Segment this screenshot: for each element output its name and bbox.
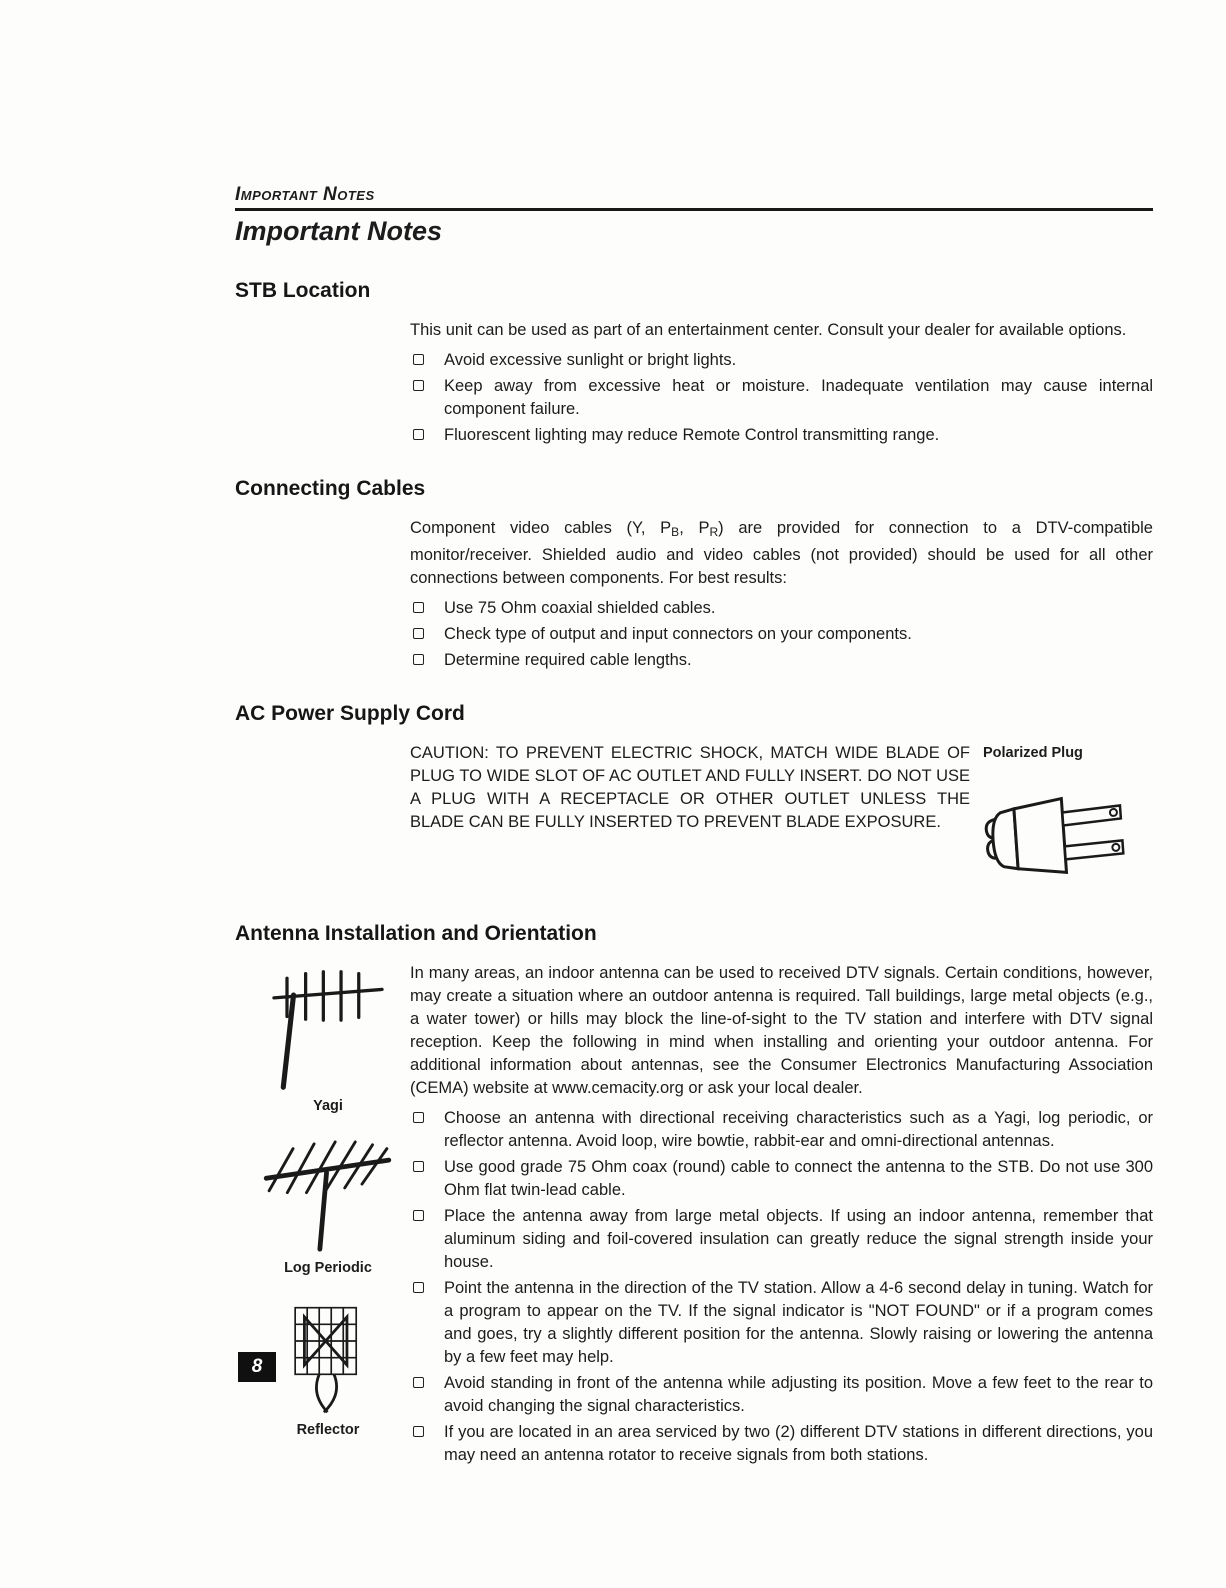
bullet-square-icon — [413, 628, 424, 639]
checklist — [410, 597, 1153, 672]
list-item — [410, 375, 1153, 421]
caution-paragraph: CAUTION: TO PREVENT ELECTRIC SHOCK, MATCH WIDE BLADE OF PLUG TO WIDE SLOT OF AC OUTLET AND FULLY INSERT. DO NOT USE A PLUG WITH A RECEPTACLE OR OTHER OUTLET UNLESS THE BLADE CAN BE FULLY INSERTED TO PREVENT BLADE EXPOSURE. — [410, 744, 970, 831]
list-item — [410, 1205, 1153, 1274]
checklist — [410, 1107, 1153, 1467]
list-item — [410, 1156, 1153, 1202]
log-periodic-figure — [258, 1140, 398, 1280]
list-item — [410, 349, 1153, 372]
bullet-text: If you are located in an area serviced by two (2) different DTV stations in different directions, you may need an antenna rotator to receive signals from both stations. — [444, 1423, 1153, 1464]
page-number-badge — [238, 1352, 276, 1382]
list-item — [410, 424, 1153, 447]
list-item — [410, 649, 1153, 672]
list-item — [410, 1372, 1153, 1418]
bullet-text: Determine required cable lengths. — [444, 651, 692, 669]
bullet-text: Avoid excessive sunlight or bright lights. — [444, 351, 737, 369]
bullet-square-icon — [413, 380, 424, 391]
figure-label: Polarized Plug — [983, 745, 1083, 761]
bullet-square-icon — [413, 1282, 424, 1293]
paragraph — [410, 517, 1153, 590]
bullet-square-icon — [413, 654, 424, 665]
section-heading: Connecting Cables — [235, 477, 426, 500]
log-periodic-antenna-icon — [263, 1140, 393, 1253]
bullet-text: Fluorescent lighting may reduce Remote Control transmitting range. — [444, 426, 940, 444]
section-heading: STB Location — [235, 279, 371, 302]
paragraph: This unit can be used as part of an entertainment center. Consult your dealer for available options. — [410, 321, 1127, 339]
bullet-square-icon — [413, 1210, 424, 1221]
list-item — [410, 1421, 1153, 1467]
bullet-text: Use good grade 75 Ohm coax (round) cable to connect the antenna to the STB. Do not use 300 Ohm flat twin-lead cable. — [444, 1158, 1153, 1199]
page-number: 8 — [251, 1356, 263, 1377]
list-item — [410, 1107, 1153, 1153]
reflector-antenna-icon — [284, 1304, 372, 1415]
bullet-text: Avoid standing in front of the antenna while adjusting its position. Move a few feet to the rear to avoid changing the signal characteristics. — [444, 1374, 1153, 1415]
polarized-plug-figure — [968, 742, 1143, 887]
bullet-text: Use 75 Ohm coaxial shielded cables. — [444, 599, 716, 617]
yagi-figure — [258, 968, 398, 1118]
bullet-square-icon — [413, 1112, 424, 1123]
list-item — [410, 597, 1153, 620]
text-segment: Component video cables (Y, P — [410, 519, 672, 537]
section-ac-power — [235, 702, 1153, 892]
section-stb-location — [235, 279, 1153, 447]
figure-label: Log Periodic — [284, 1260, 372, 1276]
bullet-text: Choose an antenna with directional receiving characteristics such as a Yagi, log periodic, or reflector antenna. Avoid loop, wire bowtie, rabbit-ear and omni-directional antennas. — [444, 1109, 1153, 1150]
section-heading: AC Power Supply Cord — [235, 702, 465, 725]
bullet-text: Keep away from excessive heat or moisture. Inadequate ventilation may cause internal component failure. — [444, 377, 1153, 418]
yagi-antenna-icon — [272, 968, 384, 1091]
section-connecting-cables — [235, 477, 1153, 672]
checklist — [410, 349, 1153, 447]
paragraph: In many areas, an indoor antenna can be used to received DTV signals. Certain conditions, however, may create a situation where an outdoor antenna is required. Tall buildings, large metal objects (e.g., a water tower) or hills may block the line-of-sight to the TV station and interfere with DTV signal reception. Keep the following in mind when installing and orienting your outdoor antenna. For additional information about antennas, see the Consumer Electronics Manufacturing Association (CEMA) website at www.cemacity.org or ask your local dealer. — [410, 964, 1153, 1097]
page-content — [235, 184, 1153, 1497]
bullet-square-icon — [413, 1377, 424, 1388]
polarized-plug-icon — [976, 787, 1136, 887]
bullet-text: Place the antenna away from large metal objects. If using an indoor antenna, remember that aluminum siding and foil-covered insulation can greatly reduce the signal strength inside your house. — [444, 1207, 1153, 1271]
figure-label: Yagi — [313, 1098, 343, 1114]
subscript: R — [709, 525, 719, 539]
text-segment: ) are provided for connection to a DTV-compatible monitor/receiver. Shielded audio and video cables (not provided) should be used for all other connections between components. For best results: — [410, 519, 1153, 587]
bullet-square-icon — [413, 429, 424, 440]
bullet-square-icon — [413, 1161, 424, 1172]
running-header: Important Notes — [235, 184, 375, 205]
page-title: Important Notes — [235, 216, 443, 246]
bullet-square-icon — [413, 354, 424, 365]
section-heading: Antenna Installation and Orientation — [235, 922, 597, 945]
subscript: B — [671, 525, 680, 539]
reflector-figure — [258, 1304, 398, 1442]
list-item — [410, 623, 1153, 646]
bullet-square-icon — [413, 602, 424, 613]
text-segment: , P — [679, 519, 710, 537]
bullet-square-icon — [413, 1426, 424, 1437]
list-item — [410, 1277, 1153, 1369]
header-rule — [235, 208, 1153, 211]
bullet-text: Check type of output and input connectors on your components. — [444, 625, 912, 643]
figure-label: Reflector — [296, 1422, 360, 1438]
bullet-text: Point the antenna in the direction of the TV station. Allow a 4-6 second delay in tuning. Watch for a program to appear on the TV. If the signal indicator is "NOT FOUND" or if a program comes and goes, try a slightly different position for the antenna. Slowly raising or lowering the antenna by a few feet may help. — [444, 1279, 1153, 1366]
section-antenna — [235, 922, 1153, 1467]
